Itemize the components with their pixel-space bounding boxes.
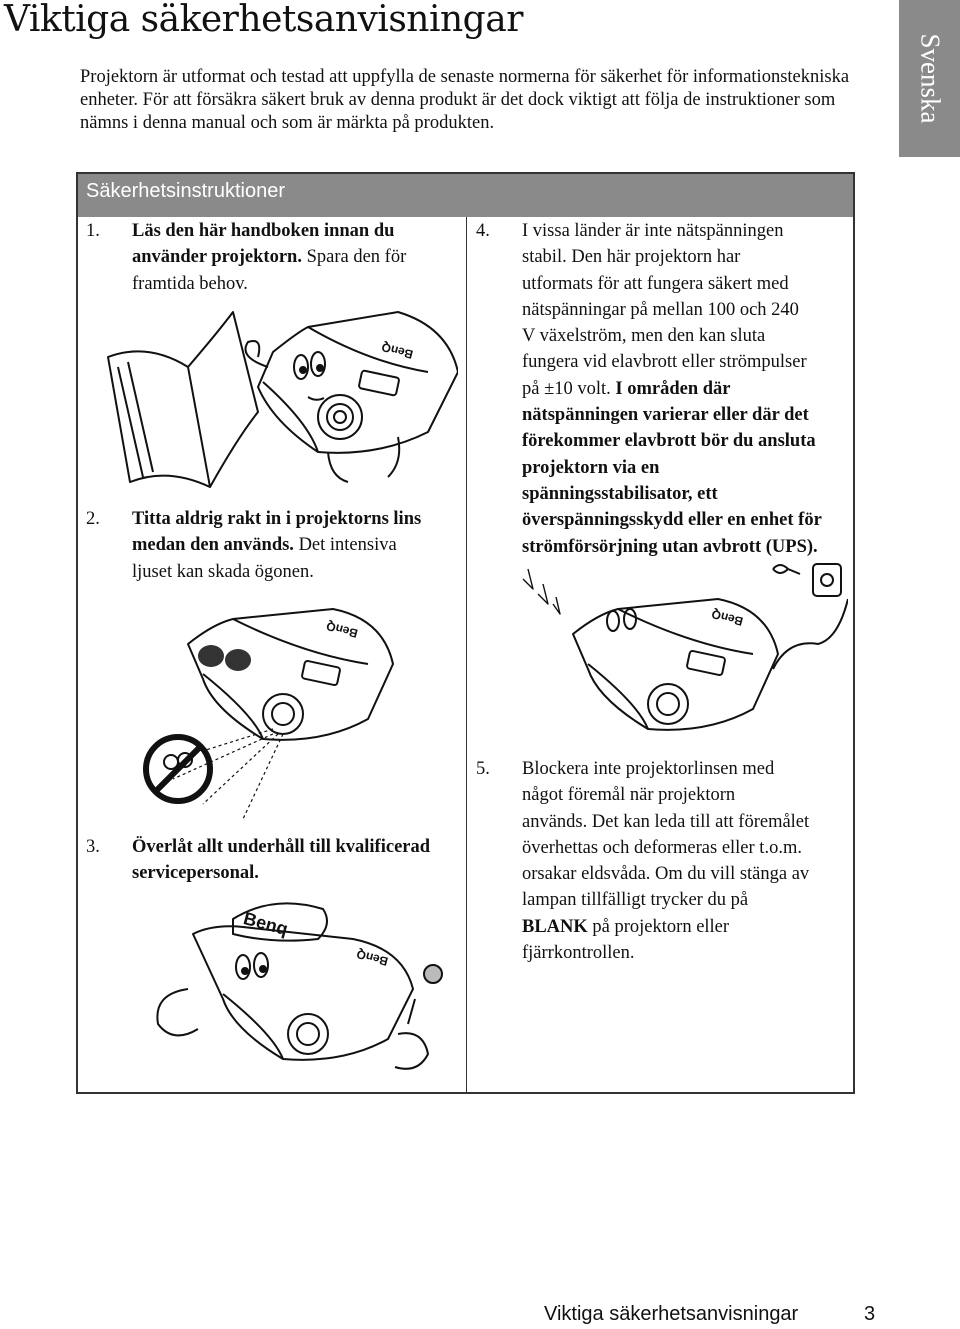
language-tab — [899, 0, 960, 157]
item-number: 2. — [86, 509, 100, 529]
page-title: Viktiga säkerhetsanvisningar — [4, 0, 523, 40]
power-supply-illustration — [518, 559, 848, 744]
item-text: Titta aldrig rakt in i projektorns lins medan den används. Det intensiva ljuset kan skada ögonen. — [132, 509, 422, 582]
page-footer — [544, 1303, 876, 1326]
item-number: 4. — [476, 221, 490, 241]
item-text: Läs den här handboken innan du använder projektorn. Spara den för framtida behov. — [132, 221, 407, 294]
intro-paragraph: Projektorn är utformat och testad att uppfylla de senaste normerna för säkerhet för informationstekniska enheter. För att försäkra säkert bruk av denna produkt är det dock viktigt att följa de instruktioner som nämns i denna manual och som är märkta på produkten. — [80, 67, 850, 133]
projector-brand-logo: BenQ — [380, 339, 415, 362]
projector-brand-logo: BenQ — [355, 946, 390, 969]
projector-brand-logo: BenQ — [710, 606, 745, 629]
footer-title: Viktiga säkerhetsanvisningar — [544, 1303, 799, 1325]
do-not-look-into-lens-illustration — [133, 604, 463, 844]
section-header — [78, 174, 853, 217]
section-title: Säkerhetsinstruktioner — [86, 180, 285, 202]
item-text: Överlåt allt underhåll till kvalificerad servicepersonal. — [132, 837, 431, 884]
item-text: I vissa länder är inte nätspänningen stabil. Den här projektorn har utformats för att fungera säkert med nätspänningar på mellan 100 och 240 V växelström, men den kan sluta fungera vid elavbrott eller strömpulser på ±10 volt. I områden där nätspänningen varierar eller där det förekommer elavbrott bör du ansluta projektorn via en spänningsstabilisator, ett överspänningsskydd eller en enhet för strömförsörjning utan avbrott (UPS). — [522, 221, 822, 557]
reading-manual-illustration — [98, 302, 458, 502]
cap-logo: Benq — [241, 908, 290, 940]
safety-instructions-box — [76, 172, 855, 1094]
item-number: 5. — [476, 759, 490, 779]
service-personnel-illustration — [133, 889, 463, 1094]
projector-brand-logo: BenQ — [324, 618, 360, 641]
item-text: Blockera inte projektorlinsen med något föremål när projektorn används. Det kan leda till att föremålet överhettas och deformeras eller t.o.m. orsakar eldsvåda. Om du vill stänga av lampan tillfälligt trycker du på BLANK på projektorn eller fjärrkontrollen. — [522, 759, 810, 964]
page-number: 3 — [864, 1303, 876, 1325]
item-number: 1. — [86, 221, 100, 241]
column-divider — [466, 217, 467, 1094]
item-number: 3. — [86, 837, 100, 857]
language-tab-label: Svenska — [915, 33, 945, 124]
